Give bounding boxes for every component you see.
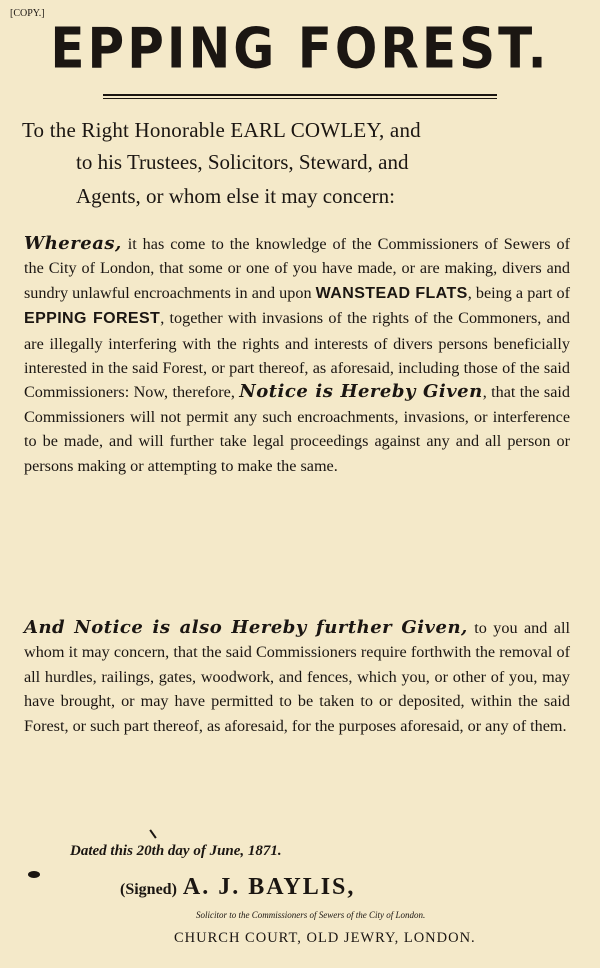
paragraph2-text: to you and all whom it may concern, that the said Commissioners require forthwith the removal of all hurdles, railings, gates, woodwork, and fences, which you, or other of you, may have brought, or may have permitted to be taken to or deposited, within the said Forest, or such part thereof, as aforesaid, for the purposes aforesaid, or any of them. xyxy=(24,619,570,735)
whereas-paragraph xyxy=(24,232,570,478)
page-title: EPPING FOREST. xyxy=(50,16,550,81)
office-address: CHURCH COURT, OLD JEWRY, LONDON. xyxy=(174,930,476,946)
signer-name: A. J. BAYLIS, xyxy=(182,874,356,900)
ink-blot xyxy=(28,871,40,878)
whereas-word: Whereas, xyxy=(24,233,122,254)
dated-line: Dated this 20th day of June, 1871. xyxy=(70,843,282,859)
solicitor-title: Solicitor to the Commissioners of Sewers of the City of London. xyxy=(196,910,426,920)
title-rule-thin xyxy=(103,98,497,99)
signed-label: (Signed) xyxy=(120,881,177,898)
address-line-1: To the Right Honorable EARL COWLEY, and xyxy=(22,118,421,142)
copy-tag: [COPY.] xyxy=(10,8,45,19)
signature-line xyxy=(120,874,355,901)
paragraph1-text-a: it has come to the knowledge of the Commissioners of Sewers of the City of London, that some or one of you have made, or are making, divers and sundry unlawful encroachments in and upon xyxy=(24,235,570,302)
address-line-3: Agents, or whom else it may concern: xyxy=(76,184,395,208)
further-notice-paragraph xyxy=(24,616,570,738)
paragraph1-text-d: , that the said Commissioners will not permit any such encroachments, invasions, or interference to be made, and will further take legal proceedings against any and all person or persons making or attempting to make the same. xyxy=(24,383,570,475)
paragraph1-text-c: , together with invasions of the rights of the Commoners, and are illegally interfering with the rights and interests of divers persons beneficially interested in the said Forest, or part thereof, as aforesaid, including those of the said Commissioners: Now, therefore, xyxy=(24,309,570,402)
title-rule xyxy=(103,94,497,96)
paragraph1-text-b: , being a part of xyxy=(467,283,570,302)
notice-hereby-given: Notice is Hereby Given xyxy=(239,381,483,403)
wanstead-flats: WANSTEAD FLATS xyxy=(315,284,468,302)
further-notice-heading: And Notice is also Hereby further Given, xyxy=(24,617,468,638)
epping-forest: EPPING FOREST xyxy=(24,310,161,328)
address-line-2: to his Trustees, Solicitors, Steward, and xyxy=(76,150,409,174)
ink-mark xyxy=(149,829,156,838)
